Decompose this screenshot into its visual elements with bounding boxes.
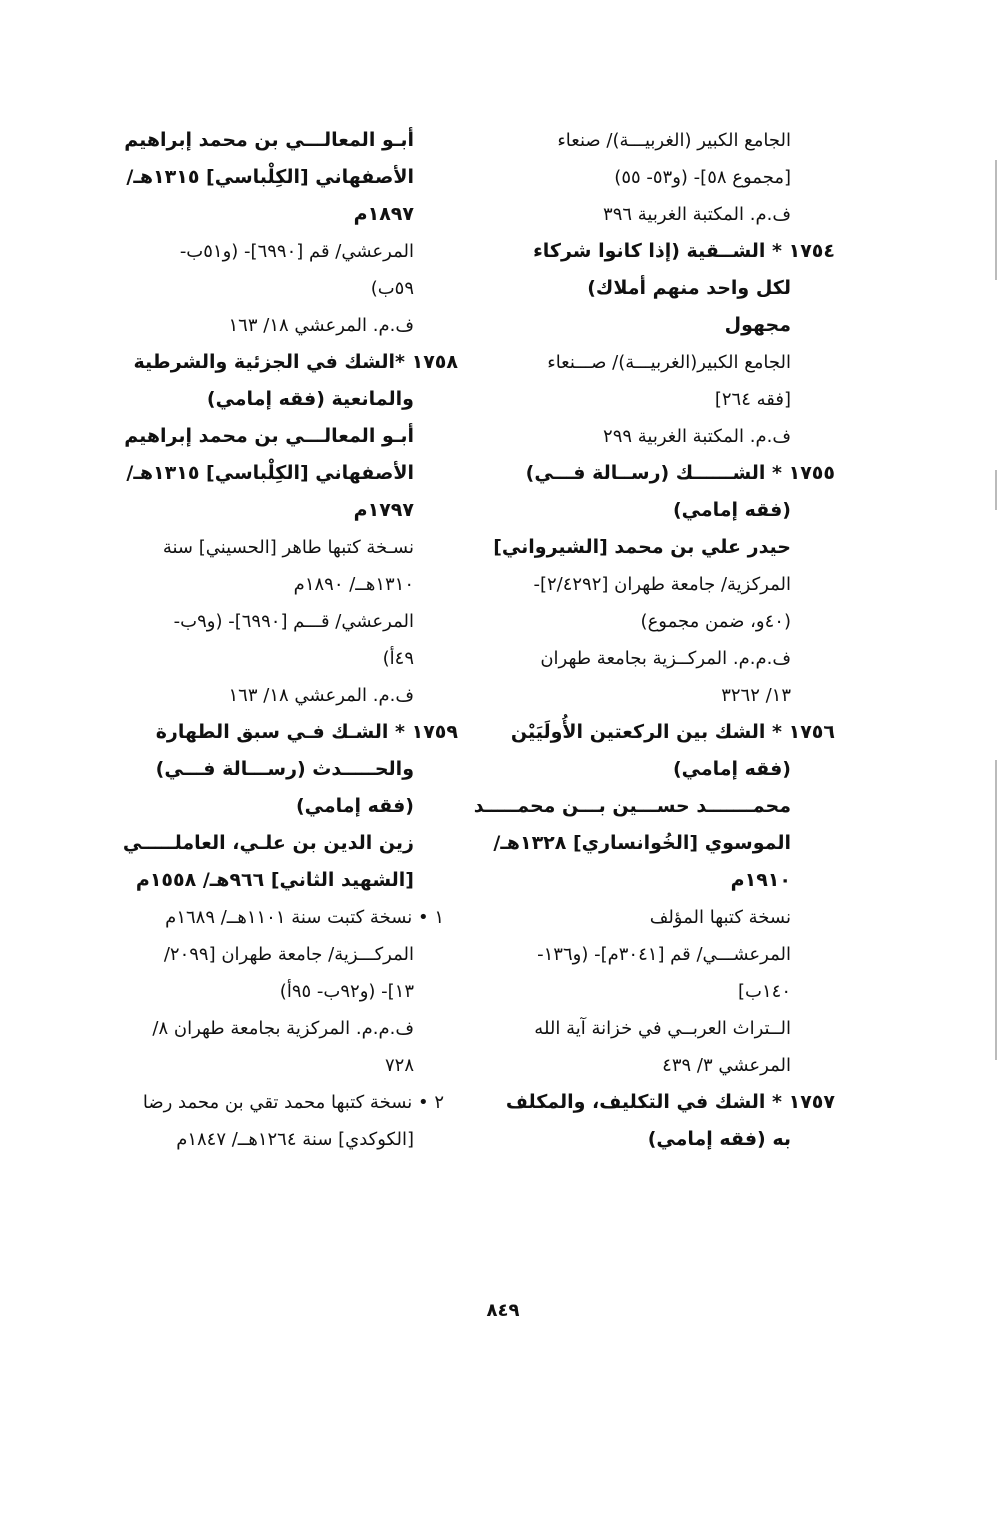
text-line: نسـخة كتبها طاهر [الحسيني] سنة [162, 537, 414, 558]
text-line: ٧٢٨ [384, 1055, 414, 1076]
text-line: المركـــزية/ جامعة طهران [٢٠٩٩/ [163, 944, 414, 965]
scan-edge-mark [995, 470, 997, 510]
entry-heading: ١٧٥٧ * الشك في التكليف، والمكلف [505, 1091, 835, 1113]
text-line: المرعشـــي/ قم [٣٠٤١م]- (و١٣٦- [537, 944, 791, 965]
entry-heading-cont: والمانعية (فقه إمامي) [206, 388, 414, 410]
text-line: ٥٩ب) [370, 278, 414, 299]
text-line: ١٤٠ب] [738, 981, 791, 1002]
copy-item: ١ • نسخة كتبت سنة ١١٠١هــ/ ١٦٨٩م [165, 907, 444, 928]
author-line: ١٨٩٧م [353, 203, 414, 225]
text-line: المرعشي ٣/ ٤٣٩ [662, 1055, 791, 1076]
entry-heading-cont: لكل واحد منهم أملاك) [587, 277, 791, 299]
entry-heading-cont: (فقه إمامي) [672, 758, 791, 780]
page-number: ٨٤٩ [486, 1300, 520, 1321]
text-line: الجامع الكبير (الغربيـــة)/ صنعاء [557, 130, 791, 151]
text-line: [مجموع ٥٨]- (و٥٣- ٥٥) [614, 167, 791, 188]
author-line: أبـو المعالـــي بن محمد إبراهيم [124, 129, 414, 151]
right-column [473, 122, 835, 1158]
text-line: [الكوكدي] سنة ١٢٦٤هــ/ ١٨٤٧م [176, 1129, 414, 1150]
left-column [108, 122, 458, 1158]
author-line: أبـو المعالـــي بن محمد إبراهيم [124, 425, 414, 447]
text-line: نسخة كتبها المؤلف [649, 907, 791, 928]
text-line: المرعشي/ قم [٦٩٩٠]- (و٥١ب- [179, 241, 414, 262]
text-line: ف.م. المكتبة الغربية ٣٩٦ [603, 204, 791, 225]
text-line: ١٣/ ٣٢٦٢ [721, 685, 791, 706]
author-line: الأصفهاني [الكِلْباسي] ١٣١٥هـ/ [126, 462, 414, 484]
text-line: المركزية/ جامعة طهران [٢/٤٢٩٢]- [533, 574, 791, 595]
entry-heading: ١٧٥٤ * الشــقية (إذا كانوا شركاء [533, 240, 835, 262]
entry-heading: ١٧٥٩ * الشـك فـي سبق الطهارة [155, 721, 458, 743]
text-line: (٤٠و، ضمن مجموع) [640, 611, 791, 632]
author-line: ١٩١٠م [730, 869, 791, 891]
entry-heading: ١٧٥٨ *الشك في الجزئية والشرطية [133, 351, 458, 373]
text-line: ف.م. المرعشي ١٨/ ١٦٣ [228, 685, 414, 706]
scan-edge-mark [995, 160, 997, 280]
author-line: مجهول [724, 314, 791, 336]
entry-heading: ١٧٥٦ * الشك بين الركعتين الأُولَيَيْن [510, 721, 835, 743]
entry-heading-cont: به (فقه إمامي) [647, 1128, 791, 1150]
author-line: [الشهيد الثاني] ٩٦٦هـ/ ١٥٥٨م [135, 869, 414, 891]
copy-item: ٢ • نسخة كتبها محمد تقي بن محمد رضا [142, 1092, 444, 1113]
author-line: محمـــــــد حســـين بـــن محمـــــد [473, 795, 791, 817]
entry-heading-cont: (فقه إمامي) [295, 795, 414, 817]
scan-edge-mark [995, 760, 997, 1060]
entry-heading: ١٧٥٥ * الشــــــك (رســالة فـــي) [525, 462, 835, 484]
entry-heading-cont: والحـــــدث (رســـالة فـــي) [155, 758, 414, 780]
author-line: زين الدين بن علـي، العاملـــــي [122, 832, 414, 854]
author-line: ١٧٩٧م [353, 499, 414, 521]
text-line: المرعشي/ قـــم [٦٩٩٠]- (و٩ب- [173, 611, 414, 632]
text-line: ف.م.م. المركزية بجامعة طهران ٨/ [152, 1018, 414, 1039]
text-line: ف.م.م. المركــزية بجامعة طهران [540, 648, 791, 669]
author-line: الأصفهاني [الكِلْباسي] ١٣١٥هـ/ [126, 166, 414, 188]
text-line: [فقه ٢٦٤] [714, 389, 791, 410]
author-line: الموسوي [الخُوانساري] ١٣٢٨هـ/ [493, 832, 791, 854]
entry-heading-cont: (فقه إمامي) [672, 499, 791, 521]
text-line: ف.م. المرعشي ١٨/ ١٦٣ [228, 315, 414, 336]
text-line: الجامع الكبير(الغربيـــة)/ صـــنعاء [547, 352, 791, 373]
text-line: ٤٩أ) [382, 648, 414, 669]
text-line: الــتراث العربــي في خزانة آية الله [534, 1018, 791, 1039]
text-line: ف.م. المكتبة الغربية ٢٩٩ [603, 426, 791, 447]
author-line: حيدر علي بن محمد [الشيرواني] [493, 536, 791, 558]
text-line: ١٣]- (و٩٢ب- ٩٥أ) [279, 981, 414, 1002]
text-line: ١٣١٠هــ/ ١٨٩٠م [293, 574, 414, 595]
